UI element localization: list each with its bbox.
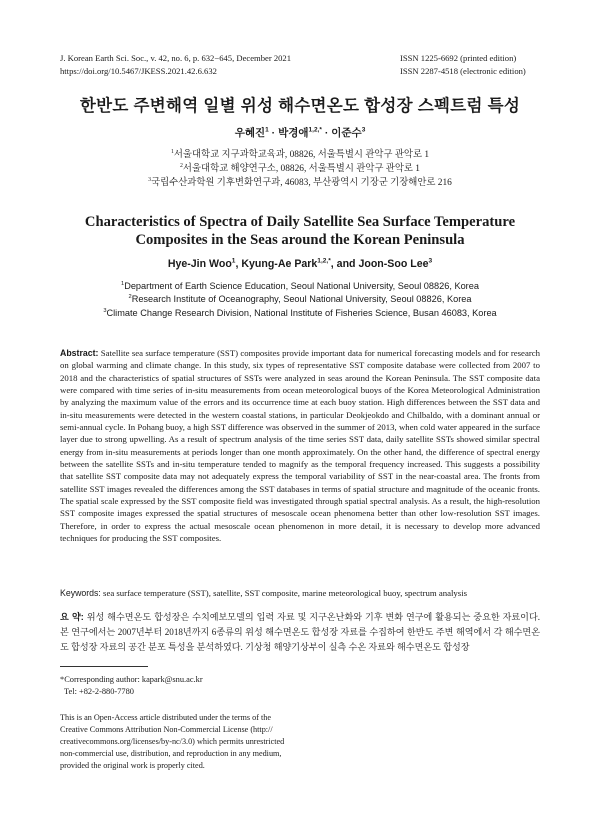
korean-author-sup: 1 [265,126,269,134]
affiliation-sup: 1 [170,148,174,155]
korean-authors [0,125,600,140]
english-affiliation [0,307,600,320]
license-notice [60,712,310,772]
affiliation-sup: 3 [148,176,152,183]
issn-print: ISSN 1225-6692 (printed edition) [400,53,517,63]
english-author-name: Joon-Soo Lee [358,258,429,270]
english-title [0,213,600,249]
abstract-text: Satellite sea surface temperature (SST) composites provide important data for numerical forecasting models and for research on global warming and climate change. In this study, six types of representative SST composite database were collected from 2007 to 2018 and the characteristics of spatial structures of SSTs were analyzed in seas around the Korean Peninsula. The SST composite data were compared with time series of in-situ measurements from ocean meteorological buoys of the Korea Meteorological Administration by analyzing the maximum value of the errors and its occurrence time at each buoy station. High differences between the SST data and in-situ measurements were detected in the western coastal stations, in particular Deokjeokdo and Chilbaldo, with a dominant annual or semi-annual cycle. In Pohang buoy, a high SST difference was observed in the summer of 2013, when cold water appeared in the surface layer due to strong upwelling. As a result of spectrum analysis of the time series SST data, daily satellite SSTs showed similar spectral energy from in-situ measurements at periods longer than one month approximately. On the other hand, the difference of spectral energy between the satellite SSTs and in-situ temperature tended to magnify as the temporal frequency increased. This suggests a possibility that satellite SST composite data may not adequately express the temporal variability of SST in the near-coastal area. The fronts from satellite SST images revealed the differences among the SST databases in terms of spatial structure and magnitude of the oceanic fronts. The spatial scale expressed by the SST composite field was investigated through spatial spectral analysis. As a result, the high-resolution SST composite images expressed the spatial structures of mesoscale ocean phenomena better than other low-resolution SST images. Therefore, in order to express the actual mesoscale ocean phenomenon in more detail, it is necessary to develop more advanced techniques for producing the SST composites. [60,348,540,544]
issn-electronic: ISSN 2287-4518 (electronic edition) [400,65,526,76]
korean-author-sup: 3 [361,126,366,134]
english-author-sup: 1 [231,257,236,265]
affiliation-text: Department of Earth Science Education, Seoul National University, Seoul 08826, Korea [124,281,479,291]
korean-author-name: 우혜진 [234,127,266,139]
korean-affiliations [0,148,600,190]
english-affiliation [0,293,600,306]
korean-abstract [60,610,540,655]
license-line: non-commercial use, distribution, and reproduction in any medium, [60,749,282,759]
affiliation-sup: 2 [180,162,183,169]
journal-header [60,52,291,77]
corresponding-author-email: *Corresponding author: kapark@snu.ac.kr [60,675,203,684]
korean-author-separator: · [271,127,276,139]
affiliation-text: Climate Change Research Division, National Institute of Fisheries Science, Busan 46083, Korea [106,307,497,318]
english-affiliations [0,280,600,320]
english-affiliation [0,280,600,293]
issn-block [400,52,526,77]
abstract-label: Abstract: [60,348,99,358]
korean-affiliation [0,176,600,190]
license-line: creativecommons.org/licenses/by-nc/3.0) which permits unrestricted [60,737,285,747]
license-line: This is an Open-Access article distributed under the terms of the [60,713,271,722]
english-author-name: Kyung-Ae Park [241,258,318,270]
affiliation-text: 국립수산과학원 기후변화연구과, 46083, 부산광역시 기장군 기장해안로 216 [151,178,452,188]
affiliation-text: 서울대학교 지구과학교육과, 08826, 서울특별시 관악구 관악로 1 [173,150,430,160]
corresponding-author-phone: Tel: +82-2-880-7780 [64,687,134,697]
english-author-sup: 3 [428,257,433,265]
english-title-line: Composites in the Seas around the Korean Peninsula [135,232,465,248]
journal-citation: J. Korean Earth Sci. Soc., v. 42, no. 6, p. 632−645, December 2021 [60,53,292,63]
korean-author-name: 이준수 [331,127,362,139]
license-line: Creative Commons Attribution Non-Commercial License (http:// [60,725,273,735]
affiliation-text: 서울대학교 해양연구소, 08826, 서울특별시 관악구 관악로 1 [182,164,420,174]
english-author-separator: , [235,258,242,270]
english-author-sup: 1,2,* [317,257,331,265]
korean-affiliation [0,162,600,176]
affiliation-sup: 2 [128,294,132,301]
keywords-text: sea surface temperature (SST), satellite, SST composite, marine meteorological buoy, spectrum analysis [100,588,468,598]
doi-link[interactable]: https://doi.org/10.5467/JKESS.2021.42.6.632 [60,65,217,76]
keywords-label: Keywords: [60,588,101,598]
affiliation-sup: 3 [103,307,107,314]
korean-abstract-text: 위성 해수면온도 합성장은 수치예보모델의 입력 자료 및 지구온난화와 기후 변화 연구에 활용되는 중요한 자료이다. 본 연구에서는 2007년부터 2018년까지 6종류의 위성 해수면온도 합성장 자료를 수집하여 한반도 주변 해역에서 각 해수면온도 합성장 자료의 공간 분포 특성을 분석하였다. 기상청 해양기상부이 실측 수온 자료와 해수면온도 합성장 [60,612,541,652]
abstract [60,347,540,545]
license-line: provided the original work is properly cited. [60,761,205,771]
korean-author-sup: 1,2,* [308,126,322,134]
korean-affiliation [0,148,600,162]
english-title-line: Characteristics of Spectra of Daily Satellite Sea Surface Temperature [84,214,516,230]
korean-author-name: 박경애 [278,127,309,139]
affiliation-text: Research Institute of Oceanography, Seoul National University, Seoul 08826, Korea [131,294,472,305]
korean-title: 한반도 주변해역 일별 위성 해수면온도 합성장 스펙트럼 특성 [79,97,521,115]
english-author-name: Hye-Jin Woo [167,258,232,270]
corresponding-author-footnote [60,674,203,699]
english-author-separator: , and [330,258,359,270]
keywords [60,588,540,598]
affiliation-sup: 1 [121,280,125,287]
footnote-divider [60,666,148,667]
korean-abstract-label: 요 약: [60,612,84,622]
english-authors [0,258,600,270]
korean-author-separator: · [324,127,329,139]
